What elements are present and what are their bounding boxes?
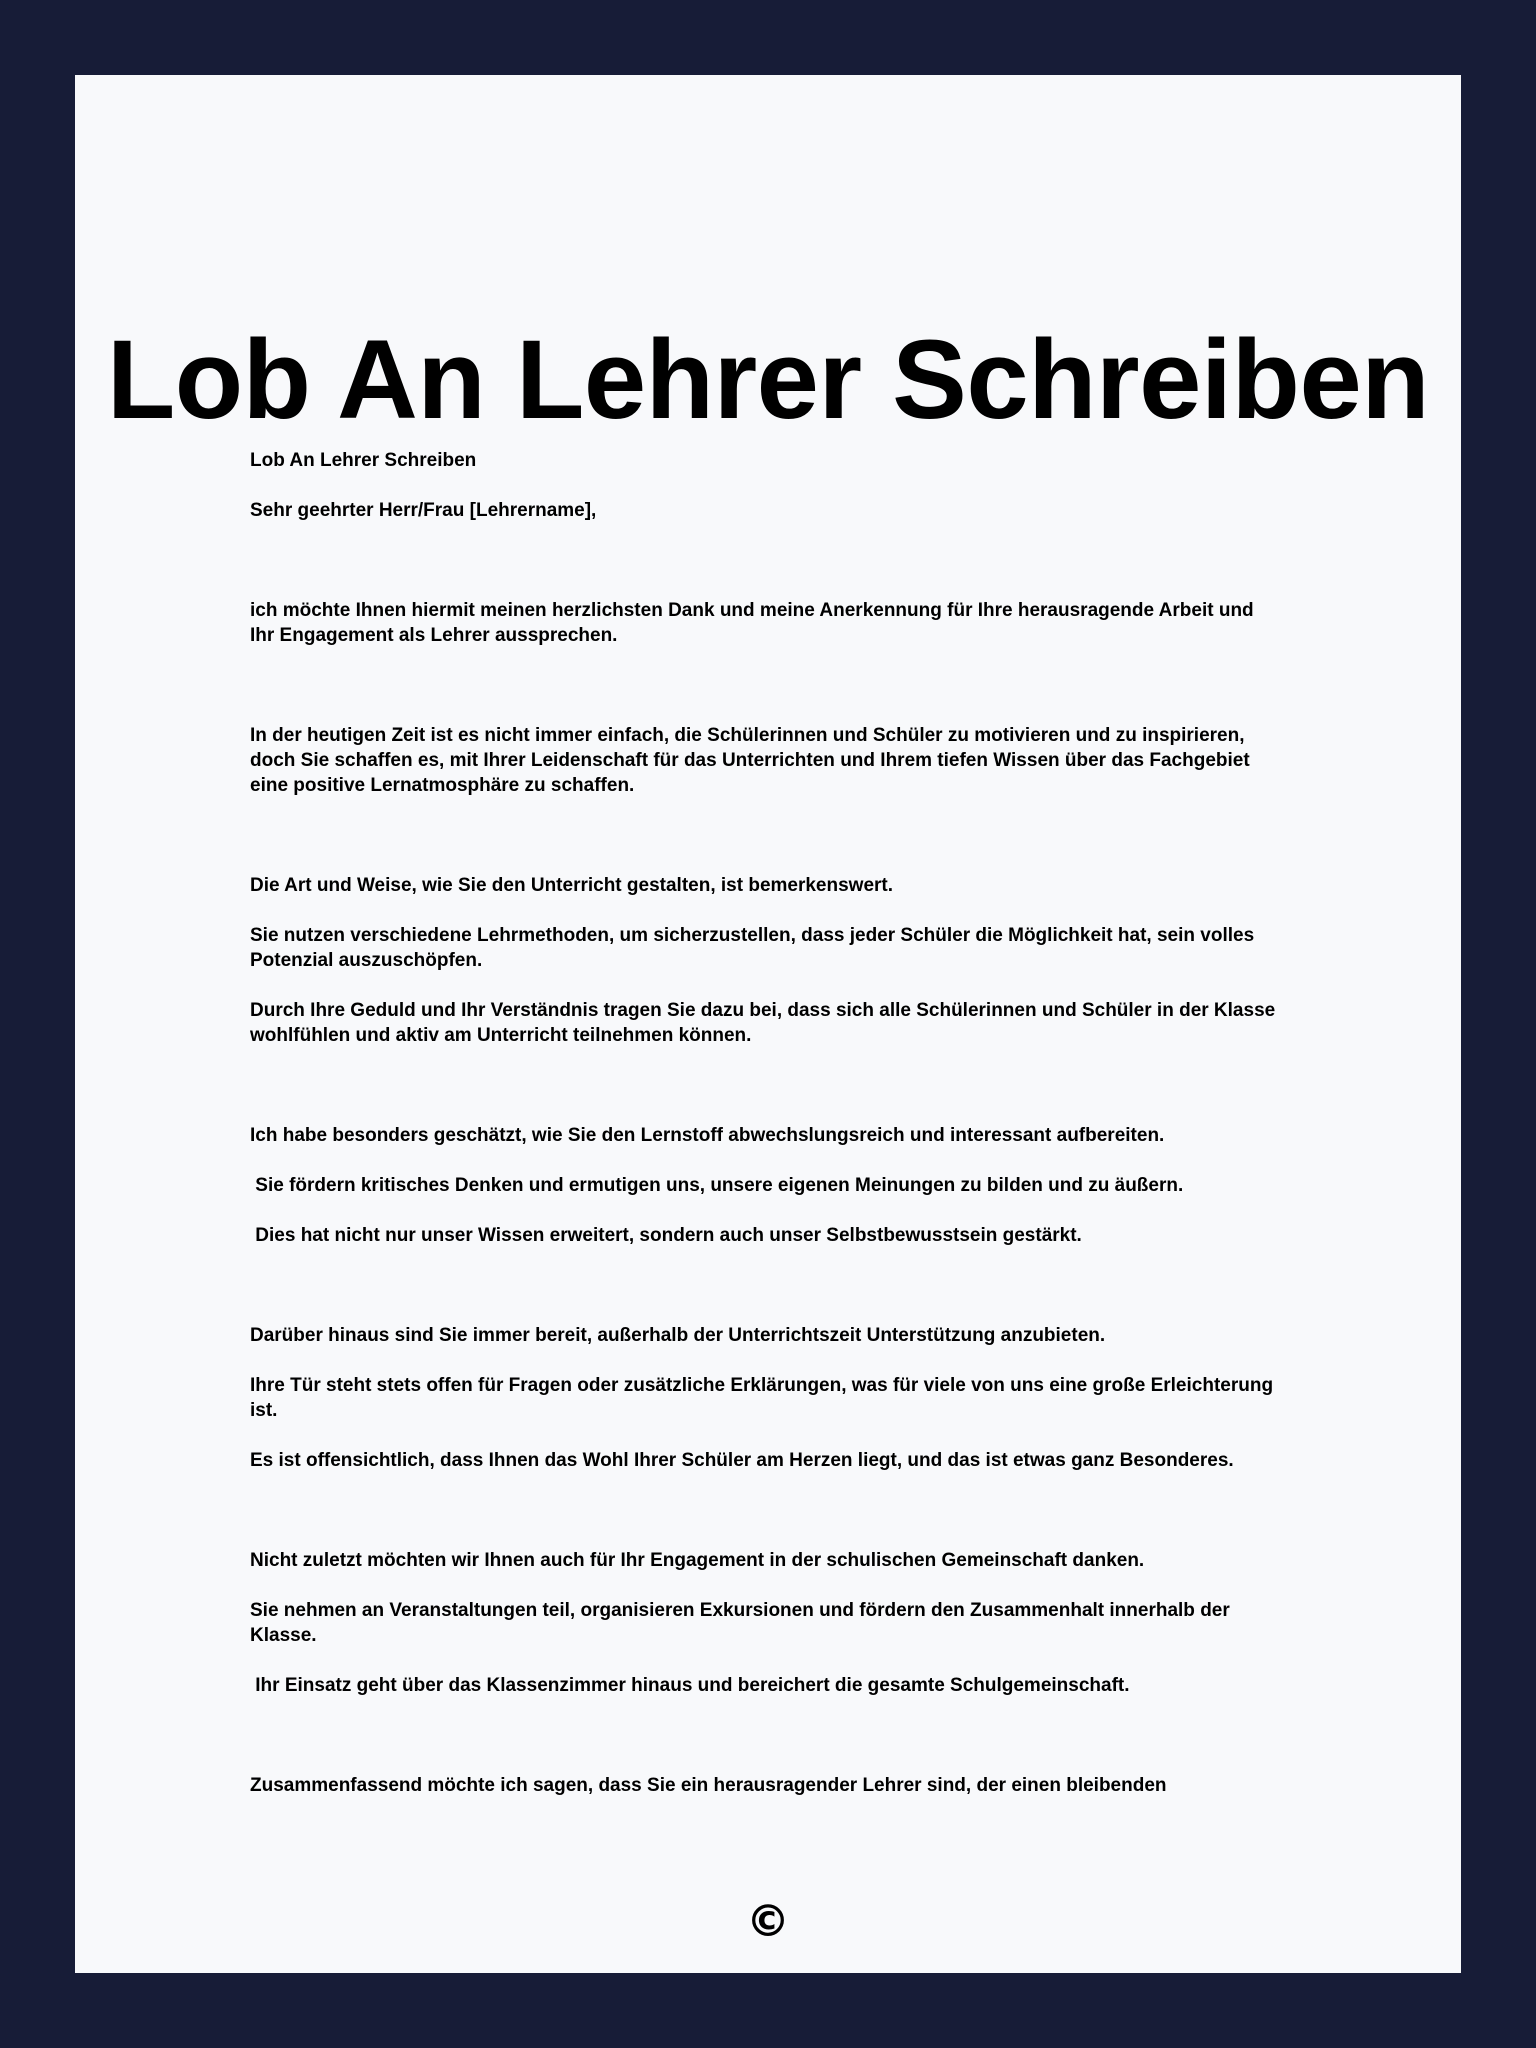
paragraph: Ihre Tür steht stets offen für Fragen oder zusätzliche Erklärungen, was für viele von uns eine große Erleichterung ist. — [250, 1375, 1279, 1421]
paragraph: Ihr Einsatz geht über das Klassenzimmer hinaus und bereichert die gesamte Schulgemeinschaft. — [250, 1675, 1130, 1696]
document-page — [75, 75, 1461, 1973]
paragraph: Sie nutzen verschiedene Lehrmethoden, um sicherzustellen, dass jeder Schüler die Möglichkeit hat, sein volles Potenzial auszuschöpfen. — [250, 925, 1260, 971]
paragraph: Die Art und Weise, wie Sie den Unterricht gestalten, ist bemerkenswert. — [250, 875, 894, 896]
paragraph: Ich habe besonders geschätzt, wie Sie den Lernstoff abwechslungsreich und interessant aufbereiten. — [250, 1125, 1165, 1146]
copyright-icon: © — [746, 1896, 790, 1947]
paragraph: Sie fördern kritisches Denken und ermutigen uns, unsere eigenen Meinungen zu bilden und zu äußern. — [250, 1175, 1184, 1196]
paragraph: Dies hat nicht nur unser Wissen erweitert, sondern auch unser Selbstbewusstsein gestärkt. — [250, 1225, 1082, 1246]
paragraph: ich möchte Ihnen hiermit meinen herzlichsten Dank und meine Anerkennung für Ihre herausragende Arbeit und Ihr Engagement als Lehrer aussprechen. — [250, 600, 1259, 646]
paragraph: Darüber hinaus sind Sie immer bereit, außerhalb der Unterrichtszeit Unterstützung anzubieten. — [250, 1325, 1106, 1346]
paragraph: Nicht zuletzt möchten wir Ihnen auch für Ihr Engagement in der schulischen Gemeinschaft danken. — [250, 1550, 1145, 1571]
salutation: Sehr geehrter Herr/Frau [Lehrername], — [250, 500, 597, 521]
paragraph: Es ist offensichtlich, dass Ihnen das Wohl Ihrer Schüler am Herzen liegt, und das ist etwas ganz Besonderes. — [250, 1450, 1234, 1471]
paragraph: Sie nehmen an Veranstaltungen teil, organisieren Exkursionen und fördern den Zusammenhalt innerhalb der Klasse. — [250, 1600, 1236, 1646]
paragraph: Zusammenfassend möchte ich sagen, dass Sie ein herausragender Lehrer sind, der einen bleibenden — [250, 1775, 1167, 1796]
paragraph: In der heutigen Zeit ist es nicht immer einfach, die Schülerinnen und Schüler zu motivieren und zu inspirieren, doch Sie schaffen es, mit Ihrer Leidenschaft für das Unterrichten und Ihrem tiefen Wissen über das Fachgebiet eine positive Lernatmosphäre zu schaffen. — [250, 725, 1255, 796]
page-title: Lob An Lehrer Schreiben — [106, 317, 1430, 442]
letter-body — [250, 448, 1280, 1798]
letter-heading: Lob An Lehrer Schreiben — [250, 450, 477, 471]
paragraph: Durch Ihre Geduld und Ihr Verständnis tragen Sie dazu bei, dass sich alle Schülerinnen und Schüler in der Klasse wohlfühlen und aktiv am Unterricht teilnehmen können. — [250, 1000, 1281, 1046]
